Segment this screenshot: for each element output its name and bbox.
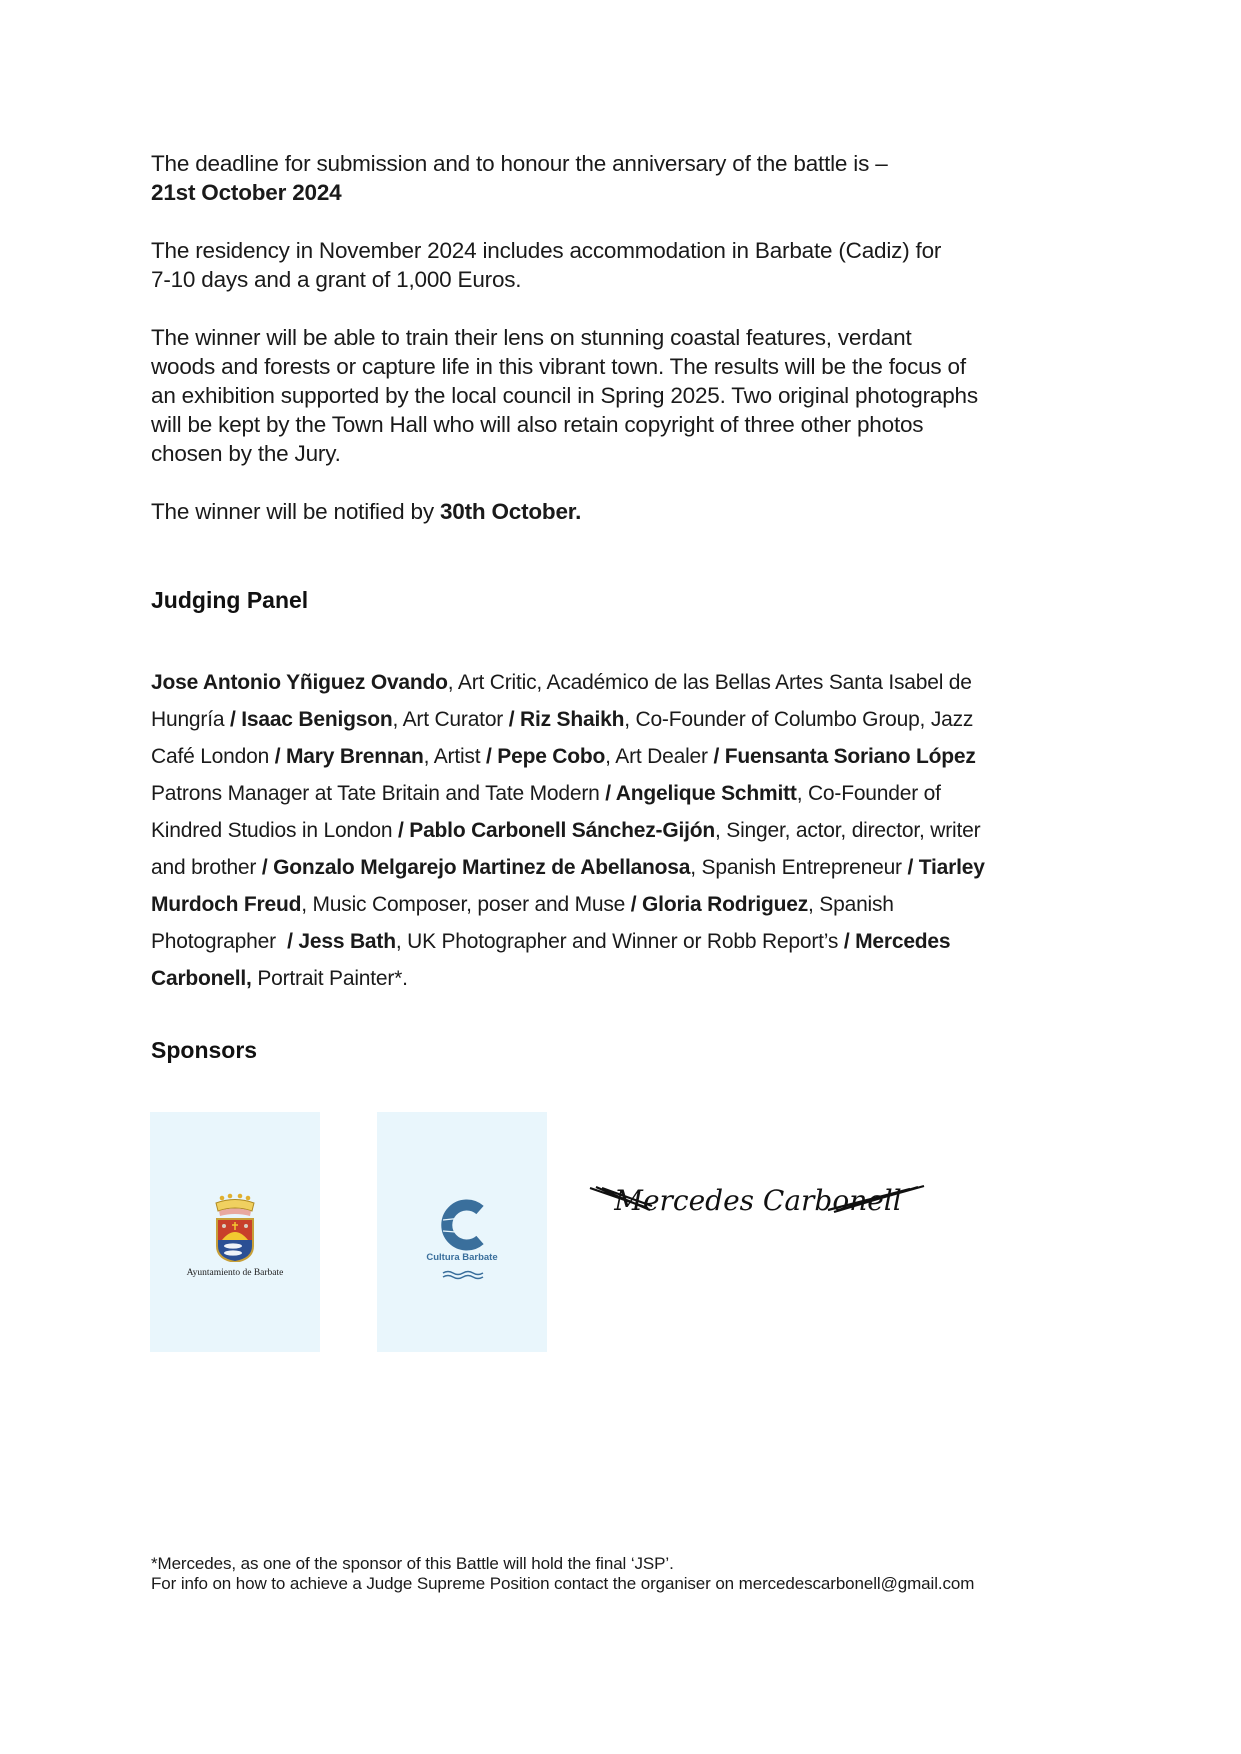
judges-line — [151, 960, 1111, 997]
winner-line: chosen by the Jury. — [151, 441, 341, 466]
ayuntamiento-label: Ayuntamiento de Barbate — [186, 1268, 284, 1278]
judge-description: , Spanish — [808, 893, 894, 916]
judges-line — [151, 812, 1111, 849]
winner-line: woods and forests or capture life in this vibrant town. The results will be the focus of — [151, 354, 966, 379]
judge-description: Kindred Studios in London — [151, 819, 398, 842]
notified-text: The winner will be notified by — [151, 499, 440, 524]
judges-list — [151, 664, 1111, 997]
judge-description: , UK Photographer and Winner or Robb Report’s — [395, 930, 844, 953]
judge-description: Portrait Painter*. — [251, 967, 408, 990]
residency-line: The residency in November 2024 includes accommodation in Barbate (Cadiz) for — [151, 238, 942, 263]
sponsor-cultura-logo — [377, 1112, 547, 1352]
judge-description: , Co-Founder of — [796, 782, 941, 805]
judge-description: , Art Curator — [392, 708, 509, 731]
judge-description: Café London — [151, 745, 275, 768]
judge-description: , Co-Founder of Columbo Group, Jazz — [624, 708, 974, 731]
judge-name: / Tiarley — [907, 856, 985, 879]
cultura-label: Cultura Barbate — [426, 1252, 498, 1263]
signature-swash-icon — [588, 1170, 928, 1230]
footnote-contact: For info on how to achieve a Judge Supreme Position contact the organiser on mercedescarbonell@gmail.com — [151, 1574, 975, 1593]
judge-name: / Fuensanta Soriano López — [713, 745, 976, 768]
judge-name: / Angelique Schmitt — [605, 782, 797, 805]
deadline-paragraph — [151, 149, 1111, 207]
footnote — [151, 1554, 974, 1594]
judging-panel-heading: Judging Panel — [151, 587, 309, 613]
judge-name: Jose Antonio Yñiguez Ovando — [151, 671, 448, 694]
judge-description: Patrons Manager at Tate Britain and Tate Modern — [151, 782, 606, 805]
residency-line: 7-10 days and a grant of 1,000 Euros. — [151, 267, 522, 292]
judge-description: , Art Critic, Académico de las Bellas Artes Santa Isabel de — [447, 671, 972, 694]
judges-line — [151, 664, 1111, 701]
judges-line — [151, 738, 1111, 775]
judges-line — [151, 775, 1111, 812]
coat-of-arms-icon — [150, 1112, 320, 1262]
deadline-date: 21st October 2024 — [151, 180, 342, 205]
winner-line: will be kept by the Town Hall who will also retain copyright of three other photos — [151, 412, 924, 437]
judge-name: / Mercedes — [843, 930, 951, 953]
judge-name: Murdoch Freud — [151, 893, 302, 916]
judge-name: / Jess Bath — [287, 930, 396, 953]
judge-name: / Riz Shaikh — [508, 708, 625, 731]
winner-line: an exhibition supported by the local council in Spring 2025. Two original photographs — [151, 383, 978, 408]
judge-description: , Art Dealer — [605, 745, 714, 768]
judge-name: Carbonell, — [151, 967, 252, 990]
sponsors-heading: Sponsors — [151, 1037, 258, 1063]
notified-paragraph — [151, 497, 1111, 526]
winner-paragraph — [151, 323, 1111, 468]
judge-description: , Music Composer, poser and Muse — [301, 893, 631, 916]
judge-description: Hungría — [151, 708, 230, 731]
winner-line: The winner will be able to train their lens on stunning coastal features, verdant — [151, 325, 912, 350]
signature-logo — [588, 1170, 928, 1235]
sponsor-ayuntamiento-logo — [150, 1112, 320, 1352]
judge-description: , Singer, actor, director, writer — [715, 819, 981, 842]
judge-name: / Pepe Cobo — [486, 745, 606, 768]
judge-name: / Gonzalo Melgarejo Martinez de Abellanosa — [261, 856, 691, 879]
signature-text: Mercedes Carbonell — [614, 1184, 902, 1217]
judge-name: / Pablo Carbonell Sánchez-Gijón — [398, 819, 716, 842]
residency-paragraph — [151, 236, 1111, 294]
judges-line — [151, 701, 1111, 738]
judge-name: / Gloria Rodriguez — [630, 893, 809, 916]
judge-name: / Mary Brennan — [274, 745, 424, 768]
judge-description: , Spanish Entrepreneur — [690, 856, 908, 879]
judge-description: , Artist — [423, 745, 487, 768]
footnote-line: *Mercedes, as one of the sponsor of this Battle will hold the final ‘JSP’. — [151, 1554, 674, 1573]
judges-line — [151, 923, 1111, 960]
notified-date: 30th October. — [439, 499, 582, 524]
judge-description: Photographer — [151, 930, 288, 953]
judges-line — [151, 886, 1111, 923]
judge-name: / Isaac Benigson — [229, 708, 393, 731]
judge-description: and brother — [151, 856, 262, 879]
judges-line — [151, 849, 1111, 886]
deadline-text: The deadline for submission and to honour the anniversary of the battle is – — [151, 151, 888, 176]
